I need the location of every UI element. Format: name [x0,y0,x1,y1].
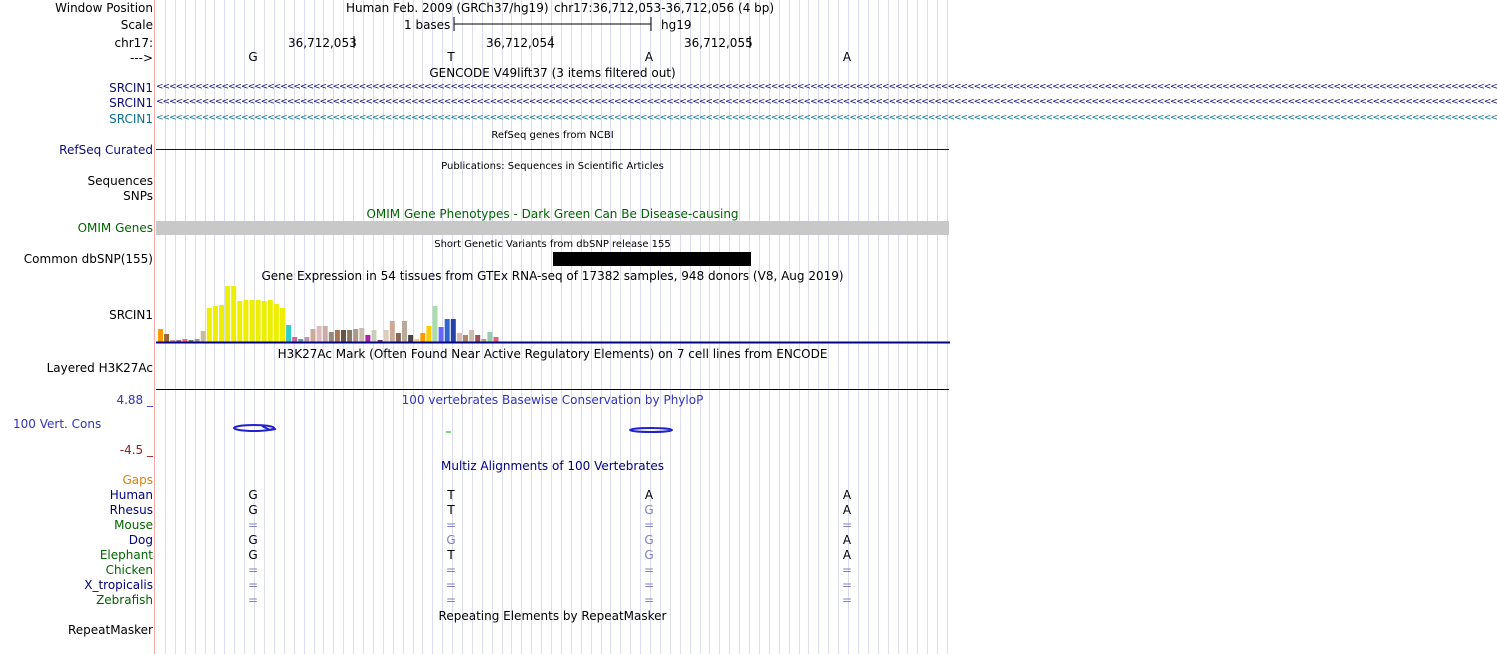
scale-label: Scale [120,18,153,32]
gene-label-srcin1-2[interactable]: SRCIN1 [109,96,153,110]
assembly-text: Human Feb. 2009 (GRCh37/hg19) [346,1,549,15]
alignment-base: G [248,488,258,502]
ref-base-3: A [644,50,654,64]
tick-label-2: 36,712,054 [486,36,555,50]
alignment-base: T [447,488,455,502]
alignment-base: A [644,488,654,502]
species-label-dog[interactable]: Dog [128,533,153,547]
gene-track-srcin1-1[interactable]: <<<<<<<<<<<<<<<<<<<<<<<<<<<<<<<<<<<<<<<<<<<<<<<<<<<<<<<<<<<<<<<<<<<<<<<<<<<<<<<<<<<<<<<<<<<<<<<<<<<<<<<<<<<<<<<<<<<<<<<<<<<<<<<<<<<<<<<<<<<<<<<<<<<<<<<<<<<<<<<<<<<<<<<<<<<<<<<<<<<<<<<<<<<<<<<<<<<<<<<<<<<<< [156,82,1497,92]
h3k27ac-title[interactable]: H3K27Ac Mark (Often Found Near Active Regulatory Elements) on 7 cell lines from ENCODE [277,347,828,361]
alignment-base: G [446,533,456,547]
alignment-base: G [644,503,654,517]
gaps-label[interactable]: Gaps [122,473,153,487]
ref-base-2: T [447,50,455,64]
alignment-base: A [842,548,852,562]
species-label-rhesus[interactable]: Rhesus [109,503,153,517]
alignment-base: G [248,533,258,547]
alignment-base: G [248,548,258,562]
tick-label-1: 36,712,053 [288,36,357,50]
position-text[interactable]: chr17:36,712,053-36,712,056 (4 bp) [554,1,775,15]
species-label-human[interactable]: Human [109,488,153,502]
cons-label[interactable]: 100 Vert. Cons [13,417,102,431]
species-label-mouse[interactable]: Mouse [114,518,153,532]
alignment-base: = [247,593,259,607]
window-position-label: Window Position [55,1,153,15]
species-label-chicken[interactable]: Chicken [105,563,153,577]
species-label-elephant[interactable]: Elephant [99,548,153,562]
chrom-label: chr17: [114,36,153,50]
publications-title[interactable]: Publications: Sequences in Scientific Articles [441,161,664,172]
alignment-base: = [247,563,259,577]
alignment-base: = [643,563,655,577]
phylop-title[interactable]: 100 vertebrates Basewise Conservation by PhyloP [401,393,704,407]
alignment-base: = [247,518,259,532]
ref-base-4: A [842,50,852,64]
alignment-base: G [644,533,654,547]
alignment-base: = [643,578,655,592]
species-label-x-tropicalis[interactable]: X_tropicalis [84,578,153,592]
alignment-base: A [842,533,852,547]
cons-min-label: -4.5 _ [119,443,153,457]
alignment-base: = [445,578,457,592]
gene-label-srcin1-1[interactable]: SRCIN1 [109,81,153,95]
alignment-base: T [447,503,455,517]
omim-title[interactable]: OMIM Gene Phenotypes - Dark Green Can Be Disease-causing [366,207,739,221]
alignment-base: A [842,488,852,502]
alignment-base: = [643,593,655,607]
alignment-base: G [644,548,654,562]
repeatmasker-title[interactable]: Repeating Elements by RepeatMasker [438,609,667,623]
scale-db: hg19 [661,18,692,32]
alignment-base: A [842,503,852,517]
refseq-label[interactable]: RefSeq Curated [59,143,153,157]
alignment-base: = [247,578,259,592]
h3k27ac-label[interactable]: Layered H3K27Ac [46,361,153,375]
species-label-zebrafish[interactable]: Zebrafish [96,593,153,607]
ref-base-1: G [248,50,258,64]
multiz-title[interactable]: Multiz Alignments of 100 Vertebrates [440,459,665,473]
alignment-base: = [445,518,457,532]
gene-track-srcin1-3[interactable]: <<<<<<<<<<<<<<<<<<<<<<<<<<<<<<<<<<<<<<<<<<<<<<<<<<<<<<<<<<<<<<<<<<<<<<<<<<<<<<<<<<<<<<<<<<<<<<<<<<<<<<<<<<<<<<<<<<<<<<<<<<<<<<<<<<<<<<<<<<<<<<<<<<<<<<<<<<<<<<<<<<<<<<<<<<<<<<<<<<<<<<<<<<<<<<<<<<<<<<<<<<<<< [156,113,1497,123]
alignment-base: = [841,578,853,592]
alignment-base: = [841,563,853,577]
scale-text: 1 bases [404,18,451,32]
sequences-label[interactable]: Sequences [87,174,153,188]
omim-label[interactable]: OMIM Genes [77,221,153,235]
dbsnp-title[interactable]: Short Genetic Variants from dbSNP release 155 [434,239,671,250]
gtex-title[interactable]: Gene Expression in 54 tissues from GTEx RNA-seq of 17382 samples, 948 donors (V8, Aug 2019) [261,269,844,283]
alignment-base: G [248,503,258,517]
alignment-base: = [445,563,457,577]
alignment-base: = [841,518,853,532]
alignment-base: = [445,593,457,607]
gtex-gene-label[interactable]: SRCIN1 [109,308,153,322]
refseq-title[interactable]: RefSeq genes from NCBI [491,130,614,141]
repeatmasker-label[interactable]: RepeatMasker [67,623,153,637]
tick-label-3: 36,712,055 [684,36,753,50]
alignment-base: = [841,593,853,607]
cons-max-label: 4.88 _ [116,393,153,407]
snps-label[interactable]: SNPs [123,189,153,203]
strand-label: ---> [129,51,153,65]
gene-label-srcin1-3[interactable]: SRCIN1 [109,112,153,126]
dbsnp-label[interactable]: Common dbSNP(155) [23,252,153,266]
gencode-title[interactable]: GENCODE V49lift37 (3 items filtered out) [429,66,676,80]
alignment-base: = [643,518,655,532]
alignment-base: T [447,548,455,562]
gene-track-srcin1-2[interactable]: <<<<<<<<<<<<<<<<<<<<<<<<<<<<<<<<<<<<<<<<<<<<<<<<<<<<<<<<<<<<<<<<<<<<<<<<<<<<<<<<<<<<<<<<<<<<<<<<<<<<<<<<<<<<<<<<<<<<<<<<<<<<<<<<<<<<<<<<<<<<<<<<<<<<<<<<<<<<<<<<<<<<<<<<<<<<<<<<<<<<<<<<<<<<<<<<<<<<<<<<<<<<< [156,97,1497,107]
